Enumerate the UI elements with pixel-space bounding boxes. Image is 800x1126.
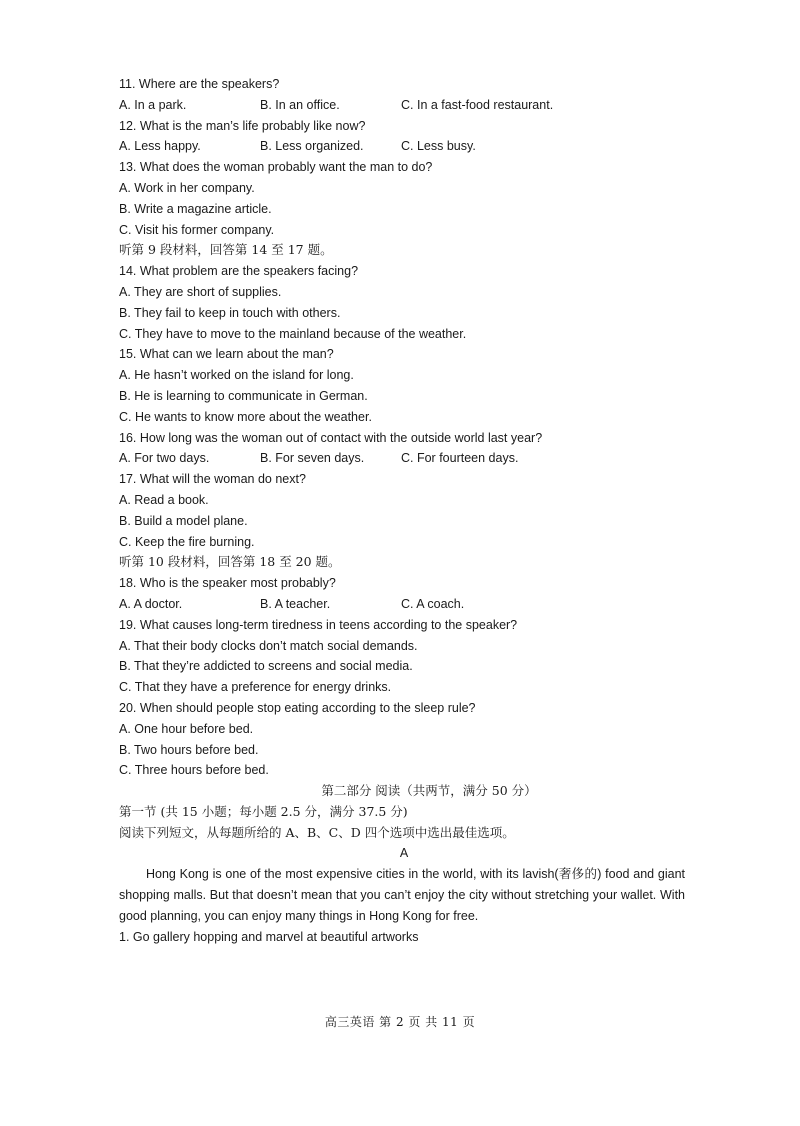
question-line: 15. What can we learn about the man?	[119, 347, 334, 362]
question-line: A. They are short of supplies.	[119, 284, 282, 299]
question-line: C. They have to move to the mainland because of the weather.	[119, 326, 467, 341]
question-line: 18. Who is the speaker most probably?	[119, 576, 336, 591]
question-line: A. Read a book.	[119, 492, 209, 507]
question-line: C. That they have a preference for energy drinks.	[119, 680, 392, 695]
question-line: 14. What problem are the speakers facing?	[119, 264, 359, 279]
question-line: 13. What does the woman probably want the man to do?	[119, 160, 433, 175]
option-c: C. A coach.	[401, 596, 465, 611]
question-line: B. Two hours before bed.	[119, 742, 259, 757]
passage-paragraph: Hong Kong is one of the most expensive cities in the world, with its lavish(奢侈的) food and giant shopping malls. But that doesn’t mean that you can’t enjoy the city without stretching your wallet. With good planning, you can enjoy many things in Hong Kong for free.	[119, 867, 685, 924]
page-footer: 高三英语 第 2 页 共 11 页	[324, 1015, 476, 1029]
question-line: B. They fail to keep in touch with others.	[119, 305, 341, 320]
listening-instruction: 听第 9 段材料，回答第 14 至 17 题。	[119, 242, 333, 258]
question-line: 17. What will the woman do next?	[119, 472, 306, 487]
option-a: A. A doctor.	[119, 596, 183, 611]
passage-label: A	[399, 846, 409, 861]
option-a: A. For two days.	[119, 451, 210, 466]
listening-questions	[119, 74, 689, 781]
option-c: C. For fourteen days.	[401, 451, 519, 466]
question-line: A. Work in her company.	[119, 180, 255, 195]
passage-item: 1. Go gallery hopping and marvel at beautiful artworks	[119, 930, 419, 945]
question-line: C. Keep the fire burning.	[119, 534, 255, 549]
question-line: A. One hour before bed.	[119, 721, 254, 736]
option-row	[119, 448, 689, 469]
question-line: 20. When should people stop eating according to the sleep rule?	[119, 700, 476, 715]
option-b: B. In an office.	[260, 97, 340, 112]
question-line: B. Write a magazine article.	[119, 201, 272, 216]
option-b: B. Less organized.	[260, 139, 364, 154]
question-line: C. He wants to know more about the weather.	[119, 409, 372, 424]
question-line: 11. Where are the speakers?	[119, 77, 280, 91]
question-line: 12. What is the man’s life probably like now?	[119, 118, 366, 133]
question-line: 19. What causes long-term tiredness in teens according to the speaker?	[119, 617, 518, 632]
page-content	[119, 74, 689, 948]
option-a: A. In a park.	[119, 97, 187, 112]
option-b: B. For seven days.	[260, 451, 365, 466]
listening-instruction: 听第 10 段材料，回答第 18 至 20 题。	[119, 554, 341, 570]
option-c: C. In a fast-food restaurant.	[401, 97, 554, 112]
question-line: B. He is learning to communicate in German.	[119, 388, 368, 403]
section-title: 第一节 (共 15 小题；每小题 2.5 分，满分 37.5 分)	[119, 803, 408, 819]
option-a: A. Less happy.	[119, 139, 201, 154]
option-b: B. A teacher.	[260, 596, 331, 611]
question-line: C. Visit his former company.	[119, 222, 275, 237]
question-line: A. He hasn’t worked on the island for long.	[119, 368, 354, 383]
question-line: A. That their body clocks don’t match social demands.	[119, 638, 418, 653]
option-row	[119, 136, 689, 157]
question-line: B. That they’re addicted to screens and social media.	[119, 659, 413, 674]
question-line: 16. How long was the woman out of contact with the outside world last year?	[119, 430, 543, 445]
part-title: 第二部分 阅读（共两节，满分 50 分）	[321, 783, 537, 799]
option-row	[119, 95, 689, 116]
option-row	[119, 594, 689, 615]
reading-instruction: 阅读下列短文，从每题所给的 A、B、C、D 四个选项中选出最佳选项。	[119, 824, 515, 840]
question-line: B. Build a model plane.	[119, 513, 248, 528]
option-c: C. Less busy.	[401, 139, 476, 154]
question-line: C. Three hours before bed.	[119, 763, 269, 778]
